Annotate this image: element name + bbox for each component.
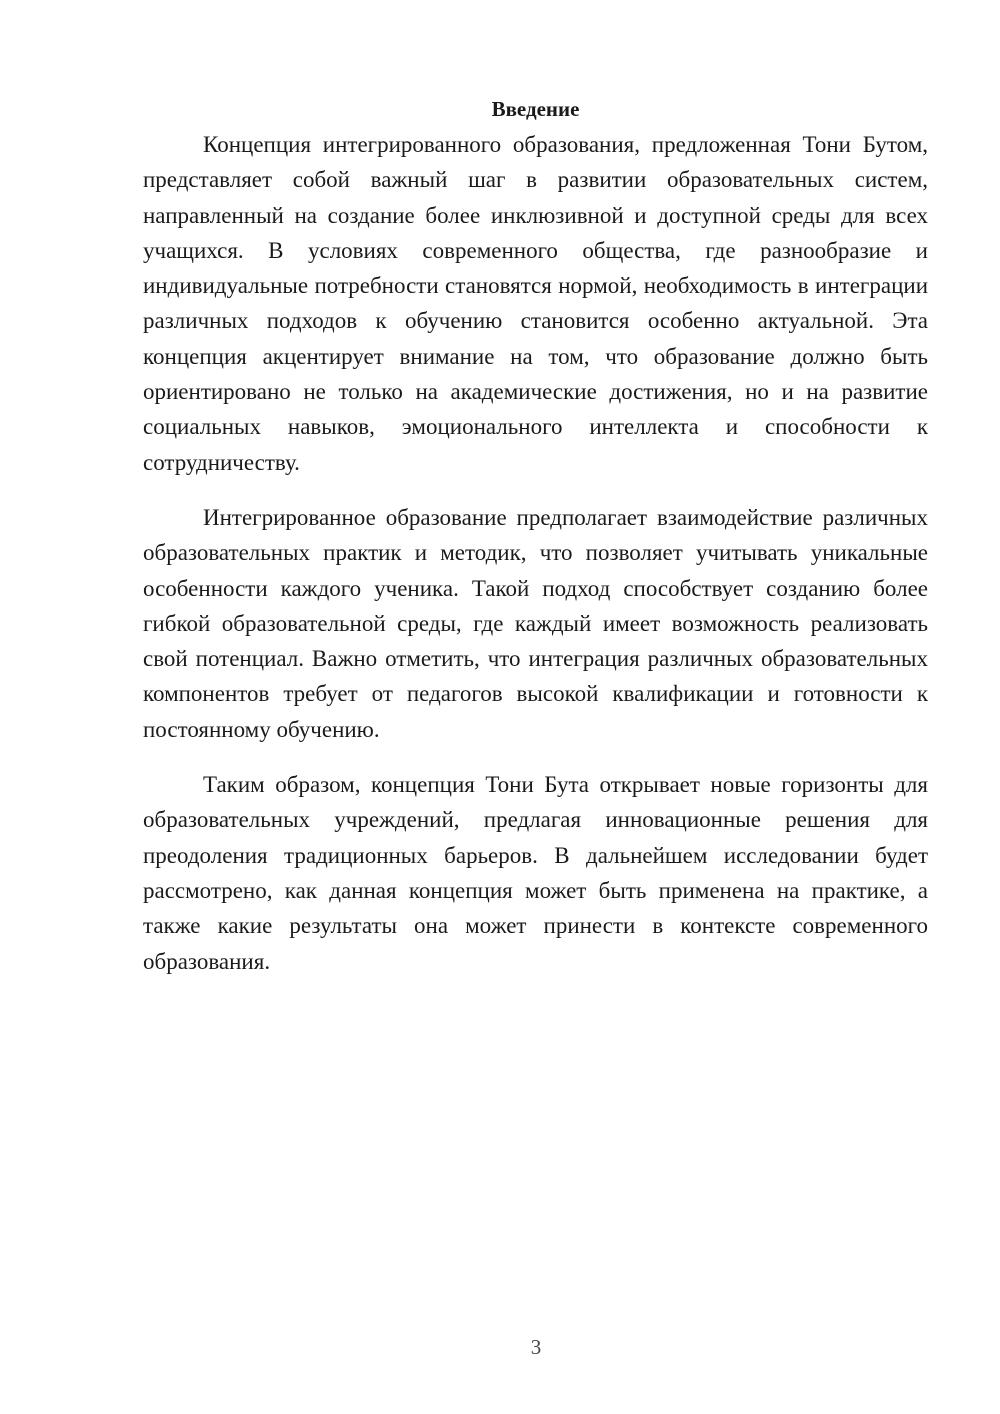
paragraph-2: Интегрированное образование предполагает взаимодействие различных образовательных практик и методик, что позволяет учитывать уникальные особенности каждого ученика. Такой подход способствует созданию более гибкой образовательной среды, где каждый имеет возможность реализовать свой потенциал. Важно отметить, что интеграция различных образовательных компонентов требует от педагогов высокой квалификации и готовности к постоянному обучению. [143,504,928,742]
section-heading: Введение [491,97,580,121]
paragraph-3: Таким образом, концепция Тони Бута открывает новые горизонты для образовательных учреждений, предлагая инновационные решения для преодоления традиционных барьеров. В дальнейшем исследовании будет рассмотрено, как данная концепция может быть применена на практике, а также какие результаты она может принести в контексте современного образования. [143,772,928,974]
page-number: 3 [530,1335,542,1359]
paragraph-1: Концепция интегрированного образования, предложенная Тони Бутом, представляет собой важный шаг в развитии образовательных систем, направленный на создание более инклюзивной и доступной среды для всех учащихся. В условиях современного общества, где разнообразие и индивидуальные потребности становятся нормой, необходимость в интеграции различных подходов к обучению становится особенно актуальной. Эта концепция акцентирует внимание на том, что образование должно быть ориентировано не только на академические достижения, но и на развитие социальных навыков, эмоционального интеллекта и способности к сотрудничеству. [143,132,928,475]
page-content [143,92,928,979]
